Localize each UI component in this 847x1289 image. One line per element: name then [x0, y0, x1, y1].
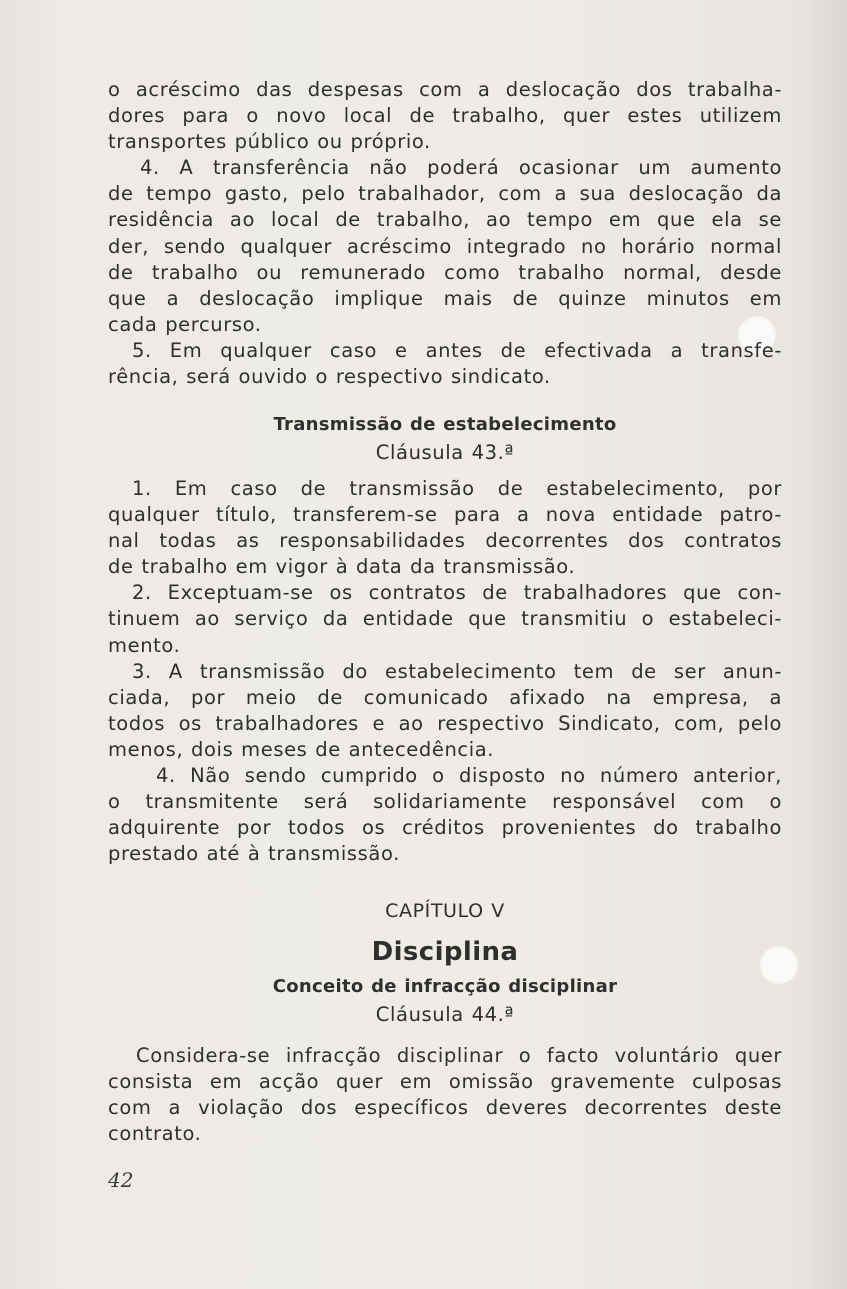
text-line: prestado até à transmissão.: [108, 842, 400, 866]
text-line: tinuem ao serviço da entidade que transmitiu o estabeleci-: [108, 607, 782, 631]
text-line: cada percurso.: [108, 312, 262, 336]
text-line: com a violação dos específicos deveres decorrentes deste: [108, 1096, 782, 1120]
paragraph-block-discipline: [108, 1043, 782, 1147]
paragraph-block-transfer: [108, 77, 782, 390]
section-heading-block: [108, 412, 782, 466]
text-line: consista em acção quer em omissão gravemente culposas: [108, 1070, 782, 1094]
section-title: Conceito de infracção disciplinar: [272, 976, 618, 998]
text-line: qualquer título, transferem-se para a nova entidade patro-: [108, 503, 782, 527]
text-line: 2. Exceptuam-se os contratos de trabalhadores que con-: [132, 581, 782, 605]
chapter-number: CAPÍTULO V: [385, 900, 505, 922]
paragraph-block-transmission: [108, 476, 782, 867]
chapter-heading-block: [108, 898, 782, 1028]
text-line: dores para o novo local de trabalho, quer estes utilizem: [108, 104, 782, 128]
text-line: de tempo gasto, pelo trabalhador, com a sua deslocação da: [108, 182, 782, 206]
chapter-title: Disciplina: [371, 937, 519, 968]
section-title: Transmissão de estabelecimento: [273, 414, 617, 435]
text-line: 4. Não sendo cumprido o disposto no número anterior,: [156, 764, 782, 788]
clause-number: Cláusula 44.ª: [375, 1003, 515, 1027]
text-line: todos os trabalhadores e ao respectivo Sindicato, com, pelo: [108, 711, 782, 735]
text-line: menos, dois meses de antecedência.: [108, 737, 495, 761]
text-line: adquirente por todos os créditos provenientes do trabalho: [108, 816, 782, 840]
text-line: 5. Em qualquer caso e antes de efectivada a transfe-: [132, 338, 782, 362]
clause-number: Cláusula 43.ª: [375, 441, 515, 465]
text-line: de trabalho em vigor à data da transmissão.: [108, 555, 576, 579]
text-line: contrato.: [108, 1122, 202, 1146]
text-line: de trabalho ou remunerado como trabalho normal, desde: [108, 260, 782, 284]
text-line: 3. A transmissão do estabelecimento tem de ser anun-: [132, 659, 782, 683]
text-line: 1. Em caso de transmissão de estabelecimento, por: [132, 477, 782, 500]
text-line: mento.: [108, 633, 181, 657]
text-line: der, sendo qualquer acréscimo integrado no horário normal: [108, 234, 782, 258]
text-line: o transmitente será solidariamente responsável com o: [108, 790, 782, 814]
text-line: que a deslocação implique mais de quinze minutos em: [108, 286, 782, 310]
text-line: Considera-se infracção disciplinar o facto voluntário quer: [136, 1044, 782, 1067]
page-number: 42: [108, 1168, 134, 1192]
text-line: ciada, por meio de comunicado afixado na empresa, a: [108, 685, 782, 709]
text-line: rência, será ouvido o respectivo sindicato.: [108, 365, 551, 389]
text-line: 4. A transferência não poderá ocasionar um aumento: [140, 156, 782, 180]
text-line: o acréscimo das despesas com a deslocação dos trabalha-: [108, 78, 782, 101]
text-line: nal todas as responsabilidades decorrentes dos contratos: [108, 529, 782, 553]
text-line: residência ao local de trabalho, ao tempo em que ela se: [108, 208, 782, 232]
text-line: transportes público ou próprio.: [108, 130, 431, 154]
